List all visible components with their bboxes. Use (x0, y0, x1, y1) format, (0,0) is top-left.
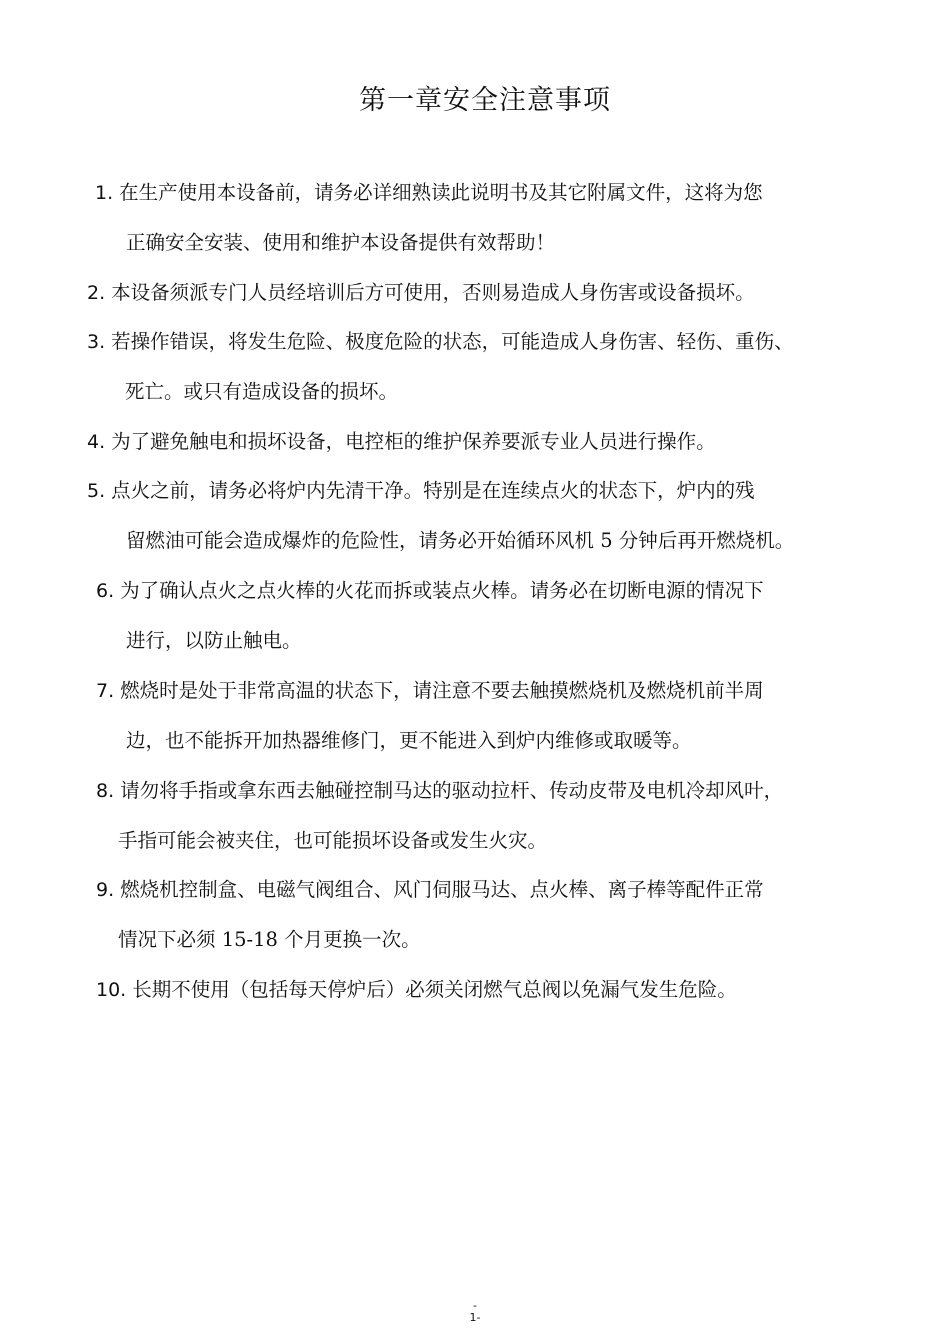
item-text: 若操作错误，将发生危险、极度危险的状态，可能造成人身伤害、轻伤、重伤、 (111, 330, 794, 353)
item-text-continued: 留燃油可能会造成爆炸的危险性，请务必开始循环风机 5 分钟后再开燃烧机。 (126, 529, 795, 552)
item-number: 1. (95, 182, 114, 204)
item-text: 长期不使用（包括每天停炉后）必须关闭燃气总阀以免漏气发生危险。 (132, 978, 737, 1001)
list-item (95, 168, 763, 254)
item-text-continued: 正确安全安装、使用和维护本设备提供有效帮助！ (126, 231, 556, 254)
list-item (87, 317, 794, 403)
item-text-continued: 手指可能会被夹住，也可能损坏设备或发生火灾。 (118, 829, 548, 852)
footer-dash: - (473, 1299, 477, 1312)
item-number: 3. (87, 331, 106, 353)
item-text: 本设备须派专门人员经培训后方可使用，否则易造成人身伤害或设备损坏。 (111, 281, 755, 304)
item-number: 2. (87, 282, 106, 304)
item-number: 5. (87, 480, 106, 502)
list-item (96, 566, 764, 652)
page-footer (0, 1300, 950, 1323)
item-number: 6. (96, 580, 115, 602)
list-item (87, 417, 716, 467)
item-text-continued: 边，也不能拆开加热器维修门，更不能进入到炉内维修或取暖等。 (126, 729, 692, 752)
list-item (96, 766, 784, 852)
item-text: 为了避免触电和损坏设备，电控柜的维护保养要派专业人员进行操作。 (111, 430, 716, 453)
item-number: 10. (96, 979, 127, 1001)
item-number: 7. (96, 680, 115, 702)
item-text-continued: 进行，以防止触电。 (126, 629, 302, 652)
list-item (96, 865, 764, 951)
list-item (96, 965, 737, 1015)
item-text: 点火之前，请务必将炉内先清干净。特别是在连续点火的状态下，炉内的残 (111, 479, 755, 502)
item-text: 燃烧机控制盒、电磁气阀组合、风门伺服马达、点火棒、离子棒等配件正常 (120, 878, 764, 901)
item-number: 9. (96, 879, 115, 901)
item-text: 在生产使用本设备前，请务必详细熟读此说明书及其它附属文件，这将为您 (119, 181, 763, 204)
item-text-continued: 情况下必须 15-18 个月更换一次。 (118, 928, 421, 951)
item-number: 8. (96, 780, 115, 802)
page-number: 1- (469, 1311, 481, 1324)
item-text-continued: 死亡。或只有造成设备的损坏。 (125, 380, 399, 403)
list-item (87, 466, 795, 552)
item-text: 请勿将手指或拿东西去触碰控制马达的驱动拉杆、传动皮带及电机冷却风叶， (120, 779, 784, 802)
list-item (96, 666, 764, 752)
page-title: 第一章安全注意事项 (359, 85, 611, 116)
list-item (87, 268, 755, 318)
item-number: 4. (87, 431, 106, 453)
item-text: 为了确认点火之点火棒的火花而拆或装点火棒。请务必在切断电源的情况下 (120, 579, 764, 602)
item-text: 燃烧时是处于非常高温的状态下，请注意不要去触摸燃烧机及燃烧机前半周 (120, 679, 764, 702)
